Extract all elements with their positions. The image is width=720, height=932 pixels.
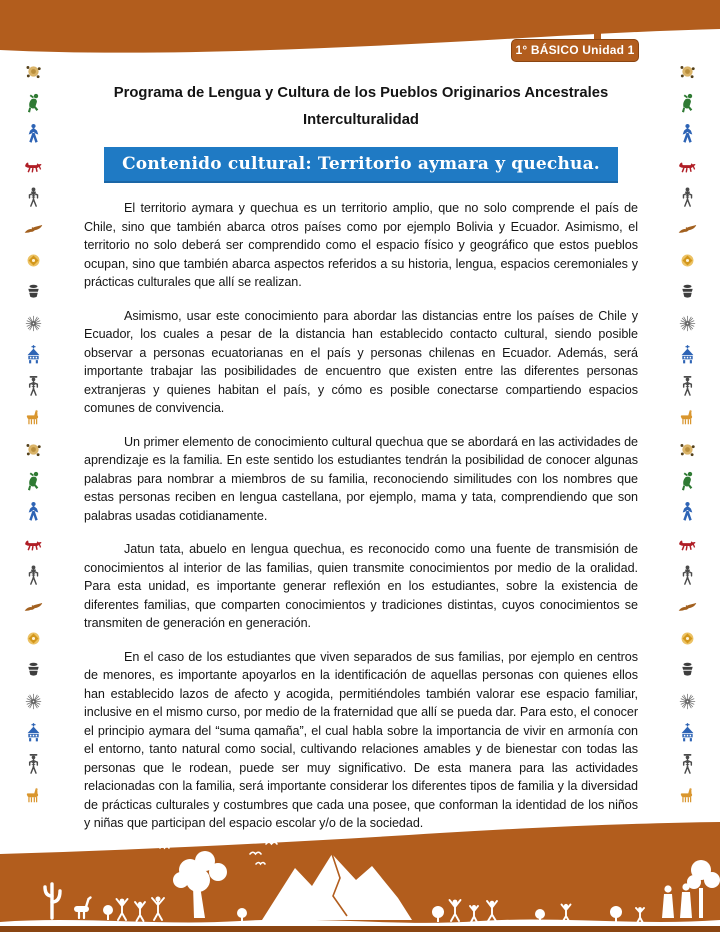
paragraph-jatun-tata: Jatun tata, abuelo en lengua quechua, es reconocido como una fuente de transmisión de conocimientos al interior de las familias, quien transmite conocimientos por medio de la oralidad. Para esta unidad, es importante generar reflexión en los estudiantes, sobre la existencia de diferentes familias, que comparten conocimientos y tradiciones distintas, cuyos conocimientos se transmiten de generación en generación. bbox=[84, 542, 638, 631]
condor-icon bbox=[23, 218, 44, 241]
vessel-icon bbox=[23, 281, 44, 304]
main-content bbox=[84, 80, 638, 848]
dancer-icon bbox=[23, 92, 44, 115]
diamond-icon bbox=[677, 627, 698, 650]
standing-figure-hat-icon bbox=[23, 753, 44, 776]
house-icon bbox=[23, 722, 44, 745]
paragraph-family: Un primer elemento de conocimiento cultural quechua que se abordará en las actividades de aprendizaje es la familia. En este sentido los estudiantes tendrán la posibilidad de conocer algunas palabras para nombrar a miembros de su familia, reconociendo similitudes con los nombres que estas personas reciben en lengua castellana, por ejemplo, mama y tata, comprendiendo que son palabras usadas cotidianamente. bbox=[84, 434, 638, 523]
diamond-icon bbox=[23, 627, 44, 650]
program-title-line2: Interculturalidad bbox=[303, 111, 419, 128]
standing-figure-hat-icon bbox=[23, 375, 44, 398]
dancer-icon bbox=[677, 470, 698, 493]
condor-icon bbox=[677, 218, 698, 241]
starburst-icon bbox=[677, 690, 698, 713]
dancer-icon bbox=[23, 470, 44, 493]
standing-figure-hat-icon bbox=[677, 753, 698, 776]
vessel-icon bbox=[677, 659, 698, 682]
vessel-icon bbox=[677, 281, 698, 304]
condor-icon bbox=[23, 596, 44, 619]
starburst-icon bbox=[677, 312, 698, 335]
body-text bbox=[84, 199, 638, 833]
starburst-icon bbox=[23, 690, 44, 713]
footer-illustration bbox=[0, 820, 720, 932]
person-figure-icon bbox=[23, 123, 44, 146]
house-icon bbox=[677, 344, 698, 367]
llama-icon bbox=[677, 785, 698, 808]
unit-badge: 1° BÁSICO Unidad 1 bbox=[511, 39, 639, 62]
right-decorative-border bbox=[674, 60, 700, 808]
house-icon bbox=[23, 344, 44, 367]
standing-figure-icon bbox=[23, 564, 44, 587]
sun-symbol-icon bbox=[23, 60, 44, 83]
sun-symbol-icon bbox=[23, 438, 44, 461]
fox-icon bbox=[677, 155, 698, 178]
paragraph-territory: El territorio aymara y quechua es un territorio amplio, que no solo comprende el país de Chile, sino que también abarca otros países como por ejemplo Bolivia y Ecuador. Asimismo, el territorio no solo deberá ser comprendido como el espacio físico y geográfico que estos pueblos ocupan, sino que también abarca aspectos referidos a su historia, lengua, espacios ceremoniales y prácticas culturales que allí se realizan. bbox=[84, 201, 638, 290]
standing-figure-icon bbox=[677, 186, 698, 209]
fox-icon bbox=[677, 533, 698, 556]
person-figure-icon bbox=[677, 501, 698, 524]
llama-icon bbox=[677, 407, 698, 430]
paragraph-distances: Asimismo, usar este conocimiento para abordar las distancias entre los países de Chile y Ecuador, los cuales a pesar de la distancia han establecido contacto cultural, siendo posible observar a personas ecuatorianas en el país y personas chilenas en Ecuador. Además, será importante trabajar las posibilidades de encuentro que existen entre las diferentes personas extranjeras y quienes habitan el país, y cómo es posible conectarse compartiendo espacios comunes de convivencia. bbox=[84, 308, 638, 416]
diamond-icon bbox=[677, 249, 698, 272]
program-title-line1: Programa de Lengua y Cultura de los Pueblos Originarios Ancestrales bbox=[113, 85, 609, 101]
person-figure-icon bbox=[23, 501, 44, 524]
standing-figure-icon bbox=[23, 186, 44, 209]
person-figure-icon bbox=[677, 123, 698, 146]
starburst-icon bbox=[23, 312, 44, 335]
standing-figure-hat-icon bbox=[677, 375, 698, 398]
fox-icon bbox=[23, 155, 44, 178]
llama-icon bbox=[23, 407, 44, 430]
vessel-icon bbox=[23, 659, 44, 682]
program-title bbox=[84, 80, 638, 133]
condor-icon bbox=[677, 596, 698, 619]
fox-icon bbox=[23, 533, 44, 556]
sun-symbol-icon bbox=[677, 60, 698, 83]
paragraph-suma-qamana: En el caso de los estudiantes que viven separados de sus familias, por ejemplo en centros de menores, es importante apoyarlos en la identificación de aquellas personas con quienes ellos han establecido lazos de afecto y acogida, permitiéndoles también valorar ese espacio familiar, inclusive en el mismo curso, por medio de la fraternidad que allí se pueda dar. Para esto, el conocer el principio aymara del “suma qamaña”, el cual habla sobre la importancia de vivir en armonía con el entorno, tanto natural como social, cultivando relaciones amables y de bienestar con todas las personas que le rodean, puede ser muy significativo. De esta manera para las actividades relacionadas con la familia, será importante considerar los diferentes tipos de familia y la diversidad de prácticas culturales y costumbres que cada una posee, que conforman la identidad de los niños y niñas que participan del espacio escolar y/o de la sociedad. bbox=[84, 649, 638, 831]
standing-figure-icon bbox=[677, 564, 698, 587]
left-decorative-border bbox=[20, 60, 46, 808]
dancer-icon bbox=[677, 92, 698, 115]
house-icon bbox=[677, 722, 698, 745]
diamond-icon bbox=[23, 249, 44, 272]
cultural-content-banner: Contenido cultural: Territorio aymara y quechua. bbox=[104, 147, 618, 183]
llama-icon bbox=[23, 785, 44, 808]
sun-symbol-icon bbox=[677, 438, 698, 461]
